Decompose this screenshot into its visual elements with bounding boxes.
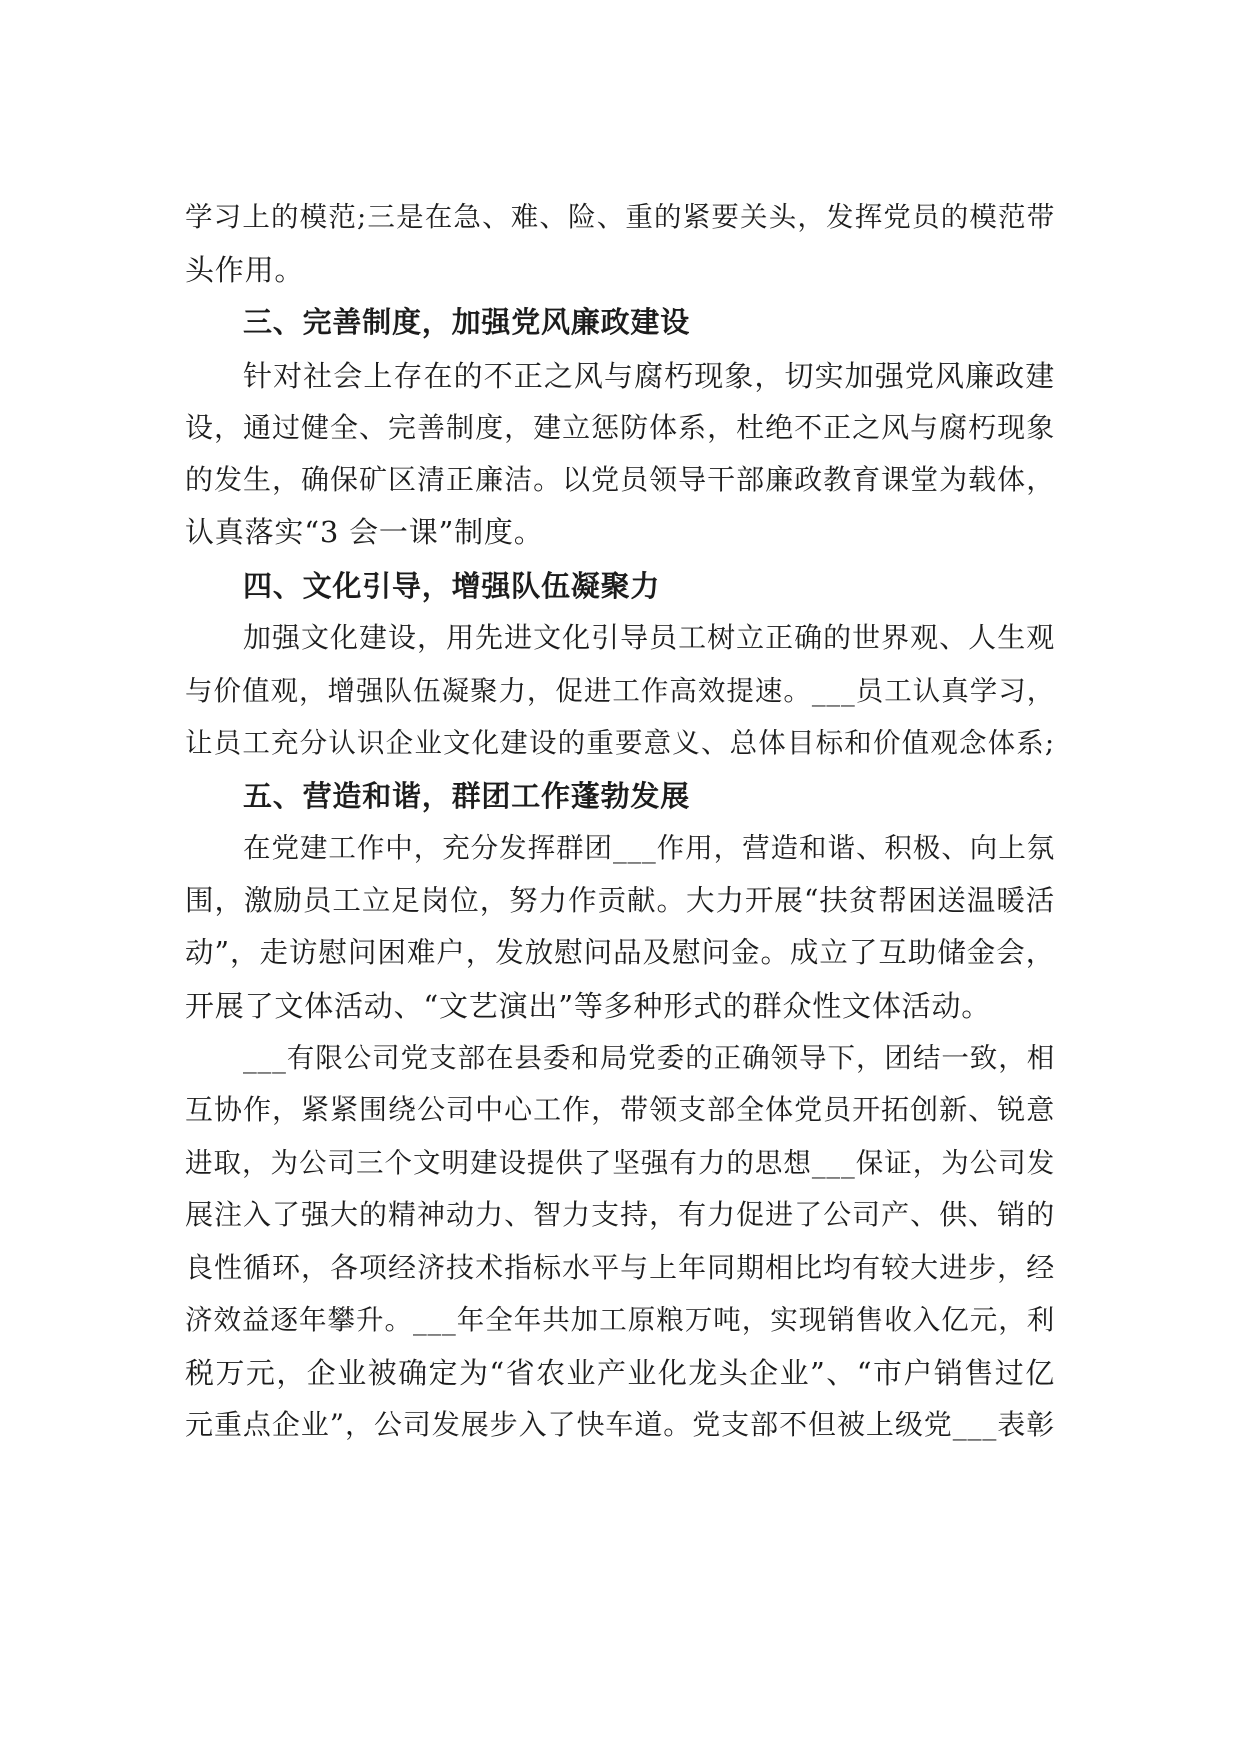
section-heading-4: 四、文化引导，增强队伍凝聚力 — [243, 569, 661, 603]
body-text-line: 济效益逐年攀升。___年全年共加工原粮万吨，实现销售收入亿元，利 — [185, 1304, 1055, 1336]
body-text-line: 认真落实“3 会一课”制度。 — [185, 515, 544, 549]
body-text-line: 设，通过健全、完善制度，建立惩防体系，杜绝不正之风与腐朽现象 — [185, 411, 1055, 444]
body-text-line: 与价值观，增强队伍凝聚力，促进工作高效提速。___员工认真学习， — [185, 675, 1055, 707]
body-text-line: 进取，为公司三个文明建设提供了坚强有力的思想___保证，为公司发 — [185, 1147, 1055, 1179]
section-heading-3: 三、完善制度，加强党风廉政建设 — [243, 305, 691, 339]
body-text-line: 头作用。 — [185, 253, 305, 287]
body-text-line: 在党建工作中，充分发挥群团___作用，营造和谐、积极、向上氛 — [243, 832, 1055, 864]
body-text-line: 展注入了强大的精神动力、智力支持，有力促进了公司产、供、销的 — [185, 1198, 1055, 1231]
body-text-line: 加强文化建设，用先进文化引导员工树立正确的世界观、人生观 — [243, 621, 1055, 654]
body-text-line: 动”，走访慰问困难户，发放慰问品及慰问金。成立了互助储金会， — [185, 936, 1055, 969]
body-text-line: ___有限公司党支部在县委和局党委的正确领导下，团结一致，相 — [243, 1042, 1055, 1074]
body-text-line: 互协作，紧紧围绕公司中心工作，带领支部全体党员开拓创新、锐意 — [185, 1093, 1055, 1126]
body-text-line: 让员工充分认识企业文化建设的重要意义、总体目标和价值观念体系; — [185, 727, 1055, 759]
body-text-line: 针对社会上存在的不正之风与腐朽现象，切实加强党风廉政建 — [243, 359, 1055, 393]
body-text-line: 税万元，企业被确定为“省农业产业化龙头企业”、“市户销售过亿 — [185, 1356, 1055, 1390]
body-text-line: 开展了文体活动、“文艺演出”等多种形式的群众性文体活动。 — [185, 989, 992, 1023]
body-text-line: 元重点企业”，公司发展步入了快车道。党支部不但被上级党___表彰 — [185, 1408, 1055, 1441]
section-heading-5: 五、营造和谐，群团工作蓬勃发展 — [243, 779, 691, 813]
body-text-line: 良性循环，各项经济技术指标水平与上年同期相比均有较大进步，经 — [185, 1251, 1055, 1284]
body-text-line: 的发生，确保矿区清正廉洁。以党员领导干部廉政教育课堂为载体， — [185, 463, 1055, 496]
body-text-line: 学习上的模范;三是在急、难、险、重的紧要关头，发挥党员的模范带 — [185, 201, 1055, 233]
body-text-line: 围，激励员工立足岗位，努力作贡献。大力开展“扶贫帮困送温暖活 — [185, 884, 1055, 917]
